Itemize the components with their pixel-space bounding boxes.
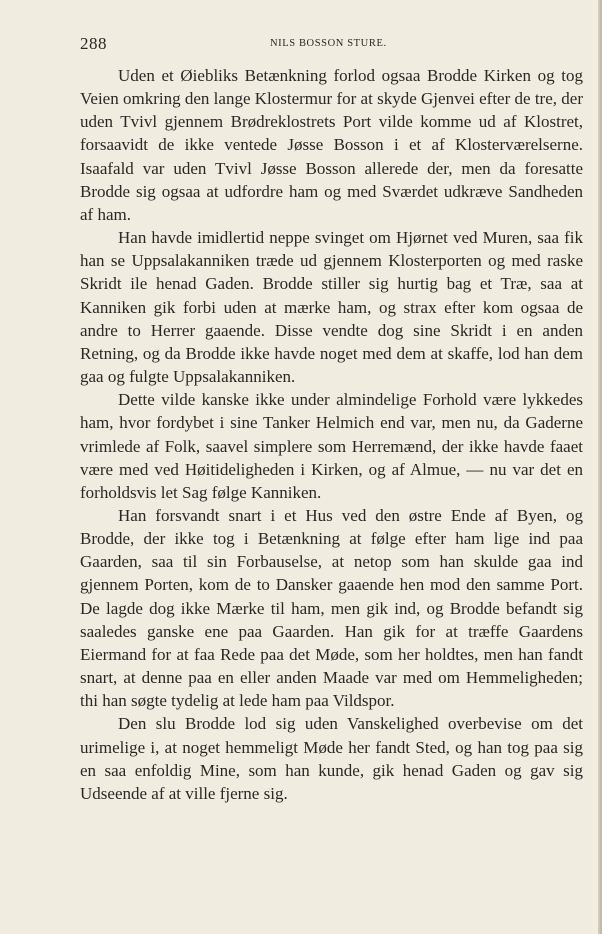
paragraph: Han forsvandt snart i et Hus ved den østre Ende af Byen, og Brodde, der ikke tog i Betænkning at følge efter ham lige ind paa Gaarden, saa til sin Forbauselse, at netop som han skulde gaa ind gjennem Porten, kom de to Dansker gaaende hen mod den samme Port. De lagde dog ikke Mærke til ham, men gik ind, og Brodde befandt sig saaledes ganske ene paa Gaarden. Han gik for at træffe Gaardens Eiermand for at faa Rede paa det Møde, som her holdtes, men han fandt snart, at denne paa en eller anden Maade var med om Hemmeligheden; thi han søgte tydelig at lede ham paa Vildspor. — [80, 505, 583, 711]
paragraph: Den slu Brodde lod sig uden Vanskelighed overbevise om det urimelige i, at noget hemmeligt Møde her fandt Sted, og han tog paa sig en saa enfoldig Mine, som han kunde, gik henad Gaden og gav sig Udseende af at ville fjerne sig. — [80, 714, 583, 803]
page-number: 288 — [80, 34, 107, 53]
paragraph: Dette vilde kanske ikke under almindelige Forhold være lykkedes ham, hvor fordybet i sine Tanker Helmich end var, men nu, da Gaderne vrimlede af Folk, saavel simplere som Herremænd, der ikke havde faaet være med ved Høitideligheden i Kirken, og af Almue, — nu var det en forholdsvis let Sag følge Kanniken. — [80, 390, 583, 502]
page-header — [80, 34, 584, 56]
body-text — [80, 64, 583, 805]
paragraph: Uden et Øiebliks Betænkning forlod ogsaa Brodde Kirken og tog Veien omkring den lange Klostermur for at skyde Gjenvei efter de tre, der uden Tvivl gjennem Brødreklostrets Port vilde komme ud af Klostret, forsaavidt de ikke ventede Jøsse Bosson i et af Klosterværelserne. Isaafald var uden Tvivl Jøsse Bosson allerede der, men da foresatte Brodde sig ogsaa at udfordre ham og med Sværdet udkræve Sandheden af ham. — [80, 66, 583, 224]
page-edge — [598, 0, 602, 934]
paragraph: Han havde imidlertid neppe svinget om Hjørnet ved Muren, saa fik han se Uppsalakanniken træde ud gjennem Klosterporten og med raske Skridt ile henad Gaden. Brodde stiller sig hurtig bag et Træ, saa at Kanniken gik forbi uden at mærke ham, og strax efter kom ogsaa de andre to Herrer gaaende. Disse vendte dog sine Skridt i en anden Retning, og da Brodde ikke havde noget med dem at skaffe, lod han dem gaa og fulgte Uppsalakanniken. — [80, 228, 583, 387]
running-title: NILS BOSSON STURE. — [270, 38, 387, 49]
